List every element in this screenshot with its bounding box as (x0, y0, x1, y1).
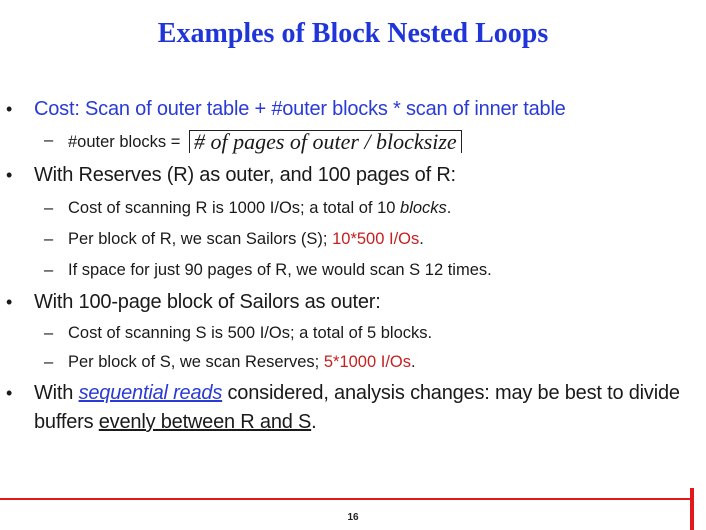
bullet-dot: • (6, 383, 13, 403)
sub-bullet-dash: – (44, 324, 54, 342)
sub-bullet-dash: – (44, 261, 54, 279)
seq-mid: considered, analysis changes: may be best to divide buffers (34, 382, 680, 433)
sub-bullet-dash: – (44, 353, 54, 371)
footer-divider (0, 498, 692, 500)
seq-underline: evenly between R and S (98, 411, 312, 433)
r-scan-red: 10*500 I/Os (332, 230, 420, 248)
bullet-sequential-reads (6, 379, 696, 437)
s-cost-text: Cost of scanning S is 500 I/Os; a total of 5 blocks. (68, 324, 433, 342)
sequential-reads-link[interactable]: sequential reads (78, 382, 223, 404)
reserves-outer-text: With Reserves (R) as outer, and 100 pages of R: (34, 164, 456, 186)
bullet-dot: • (6, 165, 13, 185)
sub-bullet-r-90pages (44, 258, 688, 282)
outer-blocks-formula: # of pages of outer / blocksize (189, 130, 462, 153)
s-scan-red: 5*1000 I/Os (323, 353, 411, 371)
r-cost-prefix: Cost of scanning R is 1000 I/Os; a total of 10 (68, 199, 401, 217)
seq-suffix: . (311, 411, 317, 433)
bullet-cost (6, 95, 696, 124)
r-cost-italic: blocks (400, 199, 447, 217)
bullet-reserves-outer (6, 161, 696, 190)
outer-blocks-label: #outer blocks = (68, 133, 185, 151)
sub-bullet-r-cost (44, 196, 688, 220)
page-number: 16 (347, 512, 359, 523)
sub-bullet-dash: – (44, 131, 54, 149)
r-90pages-text: If space for just 90 pages of R, we would scan S 12 times. (68, 261, 492, 279)
sub-bullet-outer-blocks (44, 128, 688, 154)
bullet-dot: • (6, 99, 13, 119)
r-cost-suffix: . (446, 199, 452, 217)
sub-bullet-dash: – (44, 199, 54, 217)
cost-text: Cost: Scan of outer table + #outer blocks * scan of inner table (34, 98, 566, 120)
seq-prefix: With (34, 382, 79, 404)
footer-corner-mark (690, 488, 694, 530)
bullet-sailors-outer (6, 288, 696, 317)
r-scan-prefix: Per block of R, we scan Sailors (S); (68, 230, 333, 248)
sub-bullet-dash: – (44, 230, 54, 248)
sailors-outer-text: With 100-page block of Sailors as outer: (34, 291, 381, 313)
sub-bullet-r-scan (44, 227, 688, 251)
slide-title: Examples of Block Nested Loops (157, 18, 549, 49)
sub-bullet-s-scan (44, 350, 688, 374)
sub-bullet-s-cost (44, 321, 688, 345)
r-scan-suffix: . (419, 230, 424, 248)
s-scan-prefix: Per block of S, we scan Reserves; (68, 353, 324, 371)
bullet-dot: • (6, 292, 13, 312)
s-scan-suffix: . (411, 353, 416, 371)
